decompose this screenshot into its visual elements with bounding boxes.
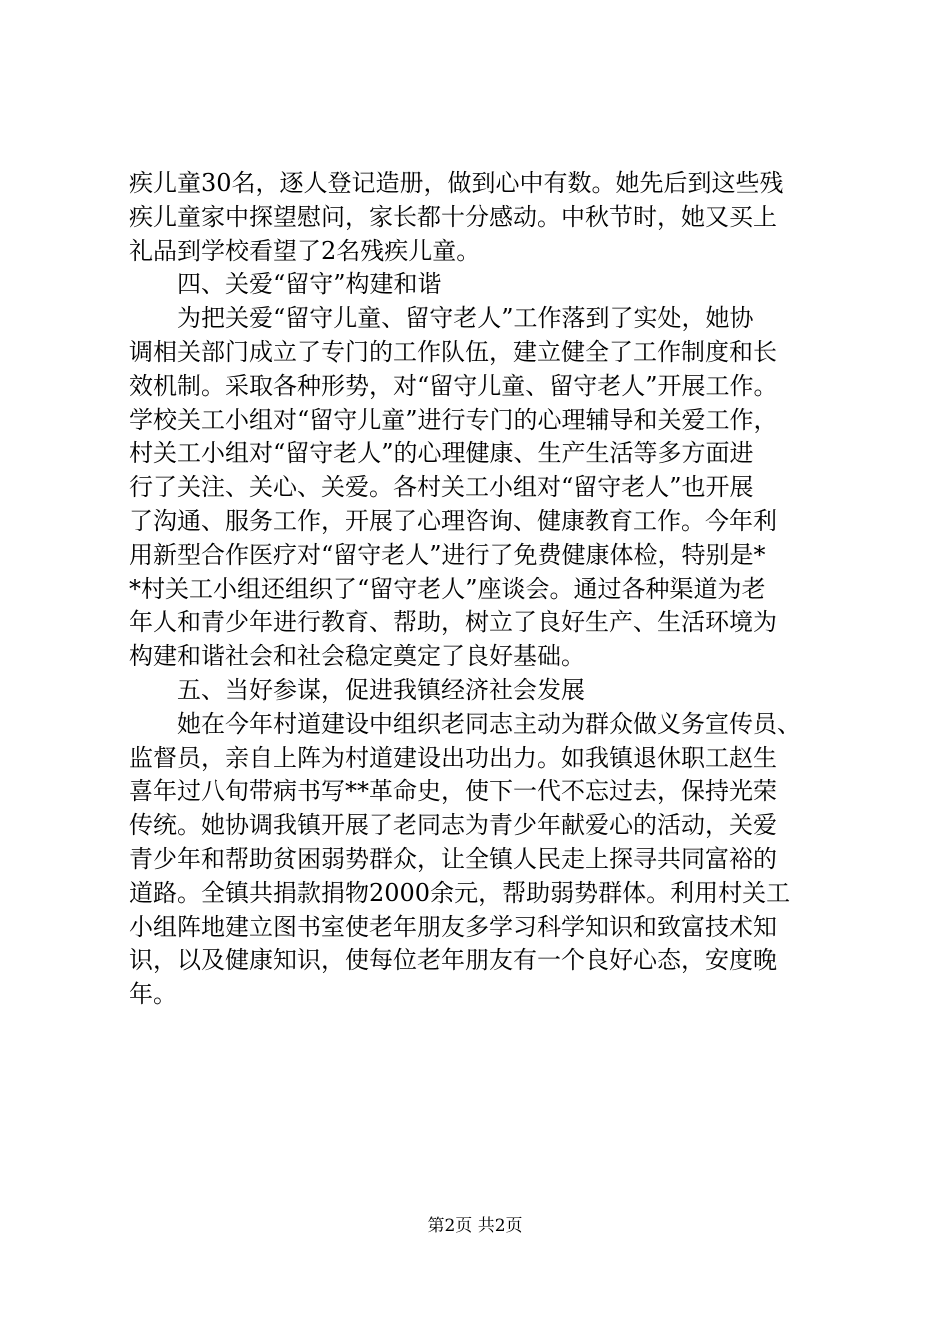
text-line: 村关工小组对“留守老人”的心理健康、生产生活等多方面进: [129, 439, 754, 468]
text-line: 年。: [129, 980, 177, 1009]
text-line: 学校关工小组对“留守儿童”进行专门的心理辅导和关爱工作，: [129, 405, 778, 434]
text-line: 疾儿童30名，逐人登记造册，做到心中有数。她先后到这些残: [129, 169, 784, 197]
section-heading: 四、关爱“留守”构建和谐: [129, 270, 442, 299]
text-line: 为把关爱“留守儿童、留守老人”工作落到了实处，她协: [129, 304, 754, 333]
text-line: 识，以及健康知识，使每位老年朋友有一个良好心态，安度晚: [129, 946, 777, 975]
text-line: 小组阵地建立图书室使老年朋友多学习科学知识和致富技术知: [129, 912, 777, 941]
body-text: [129, 167, 829, 1012]
text-line: 年人和青少年进行教育、帮助，树立了良好生产、生活环境为: [129, 608, 777, 637]
section-heading: 五、当好参谋，促进我镇经济社会发展: [129, 675, 585, 704]
page-number-footer: 第2页 共2页: [427, 1216, 523, 1236]
text-line: 了沟通、服务工作，开展了心理咨询、健康教育工作。今年利: [129, 506, 777, 535]
text-line: 疾儿童家中探望慰问，家长都十分感动。中秋节时，她又买上: [129, 202, 777, 231]
text-line: 构建和谐社会和社会稳定奠定了良好基础。: [129, 642, 585, 671]
text-line: 效机制。采取各种形势，对“留守儿童、留守老人”开展工作。: [129, 371, 778, 400]
text-line: 监督员，亲自上阵为村道建设出功出力。如我镇退休职工赵生: [129, 743, 777, 772]
text-line: 调相关部门成立了专门的工作队伍，建立健全了工作制度和长: [129, 337, 777, 366]
text-line: 用新型合作医疗对“留守老人”进行了免费健康体检，特别是*: [129, 540, 766, 569]
text-line: 道路。全镇共捐款捐物2000余元，帮助弱势群体。利用村关工: [129, 878, 791, 907]
text-line: 礼品到学校看望了2名残疾儿童。: [129, 236, 481, 265]
text-line: 她在今年村道建设中组织老同志主动为群众做义务宣传员、: [129, 709, 801, 738]
text-line: 喜年过八旬带病书写**革命史，使下一代不忘过去，保持光荣: [129, 777, 777, 806]
text-line: 传统。她协调我镇开展了老同志为青少年献爱心的活动，关爱: [129, 811, 777, 840]
text-line: 青少年和帮助贫困弱势群众，让全镇人民走上探寻共同富裕的: [129, 844, 777, 873]
text-line: *村关工小组还组织了“留守老人”座谈会。通过各种渠道为老: [129, 574, 766, 603]
text-line: 行了关注、关心、关爱。各村关工小组对“留守老人”也开展: [129, 473, 754, 502]
